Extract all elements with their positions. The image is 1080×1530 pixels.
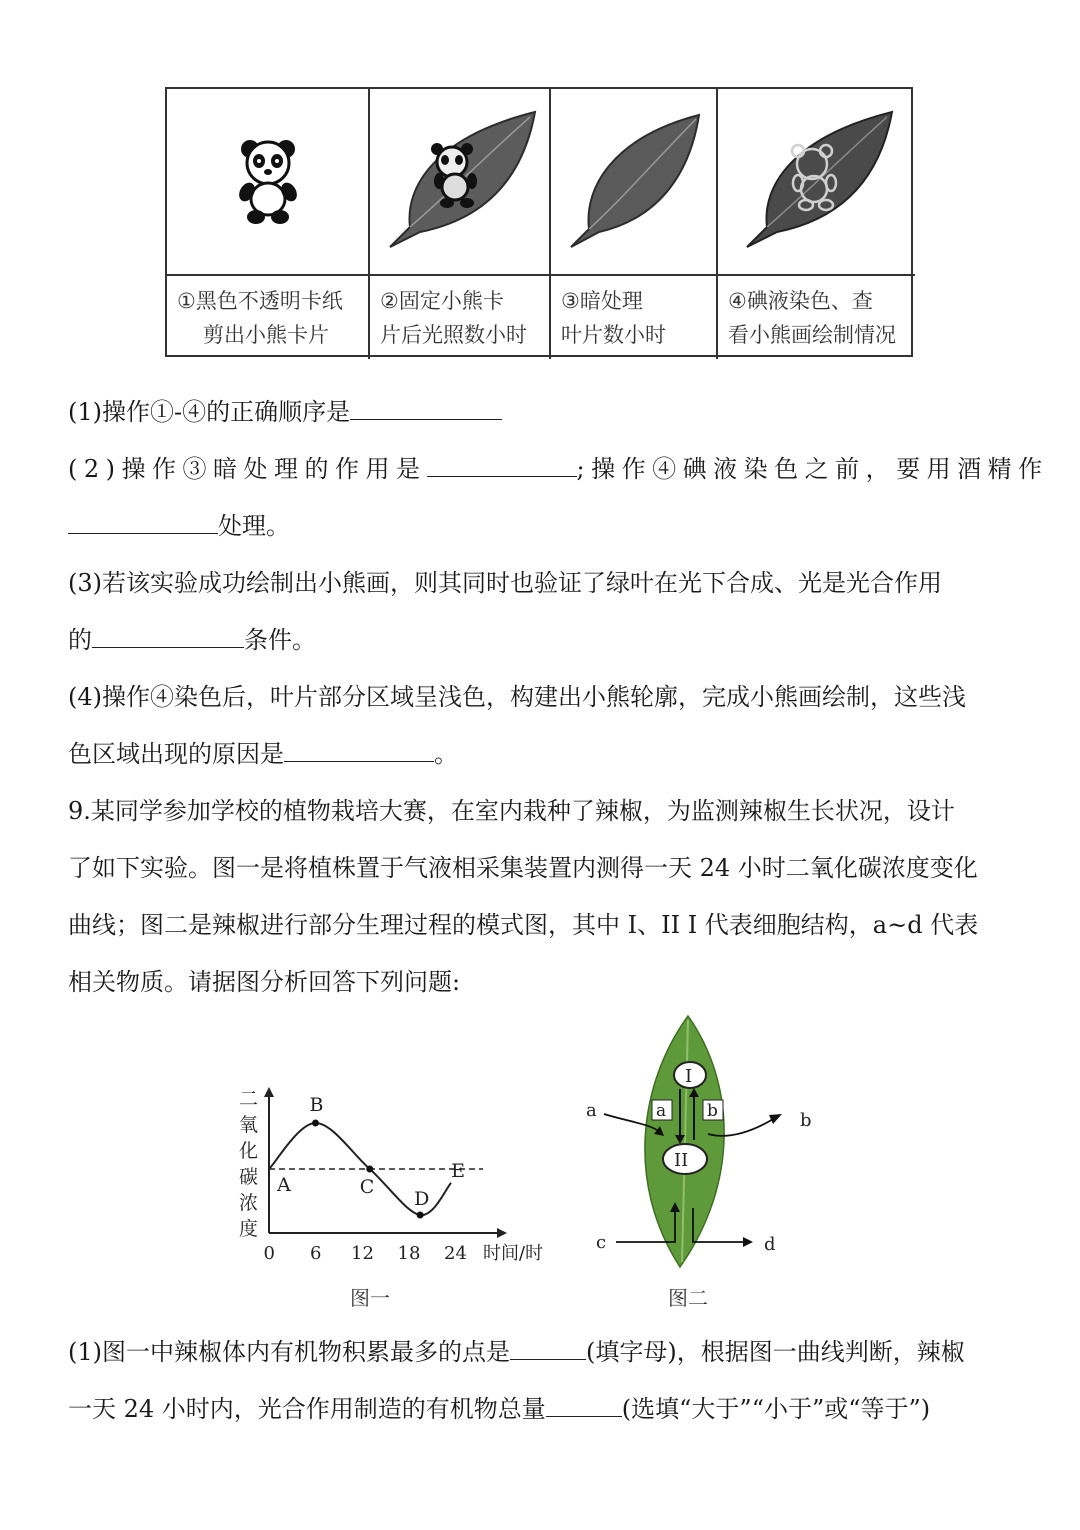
point-label-C: C [359,1176,375,1198]
q9-line4: 相关物质。请据图分析回答下列问题: [68,968,461,996]
x-tick-label: 6 [310,1243,322,1264]
answer-blank [510,1358,586,1360]
q8-part3-cont: 的 条件。 [68,626,316,654]
point-label-A: A [277,1174,291,1196]
q8-part2-cont: 处理。 [68,506,290,541]
label-a-outer: a [586,1100,597,1121]
q8-part1: (1)操作①-④的正确顺序是 [68,392,502,427]
iodine-leaf-image [718,89,915,276]
y-label-char: 度 [239,1218,259,1240]
y-label-char: 碳 [239,1166,259,1188]
label-a-inner: a [656,1101,667,1121]
arrow-d-icon [743,1237,753,1247]
x-tick-label: 24 [444,1243,467,1264]
label-b-outer: b [800,1110,812,1131]
y-label-char: 二 [239,1088,259,1110]
q9-sub1: (1)图一中辣椒体内有机物积累最多的点是 (填字母)，根据图一曲线判断，辣椒 [68,1338,965,1366]
figure-1-caption: 图一 [350,1286,390,1310]
q8-part4-cont: 色区域出现的原因是 。 [68,740,458,768]
point-D [417,1212,424,1219]
panda-icon [228,137,308,227]
y-label-char: 浓 [239,1192,259,1214]
arrow-out-icon [769,1114,782,1124]
point-B [312,1120,319,1127]
q8-part4: (4)操作④染色后，叶片部分区域呈浅色，构建出小熊轮廓，完成小熊画绘制，这些浅 [68,683,966,711]
x-axis-label: 时间/时 [483,1243,544,1264]
x-tick-label: 18 [397,1243,421,1264]
x-tick-label: 12 [351,1243,374,1264]
point-label-D: D [414,1188,430,1210]
experiment-table [165,87,913,357]
point-C [366,1166,373,1173]
answer-blank [350,418,502,420]
x-axis-arrow-icon [497,1228,507,1238]
leaf-with-card-image [370,89,551,276]
dark-leaf-image [551,89,718,276]
q9-line1: 9.某同学参加学校的植物栽培大赛，在室内栽种了辣椒，为监测辣椒生长状况，设计 [68,797,955,825]
x-tick-label: 0 [263,1243,275,1264]
point-label-B: B [309,1094,324,1116]
y-label-char: 氧 [239,1114,259,1136]
y-axis-arrow-icon [264,1087,274,1097]
figure-2-diagram [580,1012,820,1270]
q9-line2: 了如下实验。图一是将植株置于气液相采集装置内测得一天 24 小时二氧化碳浓度变化 [68,854,978,882]
q9-sub2: 一天 24 小时内，光合作用制造的有机物总量 (选填“大于”“小于”或“等于”) [68,1395,931,1423]
label-b-inner: b [707,1101,718,1121]
svg-text:II: II [674,1150,689,1171]
figure-2-caption: 图二 [668,1286,708,1310]
label-c: c [596,1232,607,1253]
point-label-E: E [451,1159,465,1182]
caption-step-3: ③暗处理 叶片数小时 [551,276,718,359]
q8-part2: (2)操作③暗处理的作用是 ;操作④碘液染色之前，要用酒精作 [68,455,1049,483]
answer-blank [284,760,434,762]
answer-blank [427,475,577,477]
y-label-char: 化 [239,1140,259,1162]
q9-line3: 曲线；图二是辣椒进行部分生理过程的模式图，其中 I、II I 代表细胞结构，a~d 代表 [68,911,979,939]
svg-text:I: I [685,1066,693,1087]
figure-1-chart [225,1085,565,1270]
caption-step-1: ①黑色不透明卡纸 剪出小熊卡片 [167,276,370,359]
caption-step-2: ②固定小熊卡 片后光照数小时 [370,276,551,359]
panda-card-image [167,89,370,276]
caption-step-4: ④碘液染色、查 看小熊画绘制情况 [728,289,896,347]
answer-blank [68,532,218,534]
label-d: d [764,1234,776,1255]
answer-blank [92,646,244,648]
answer-blank [546,1415,622,1417]
q8-part3: (3)若该实验成功绘制出小熊画，则其同时也验证了绿叶在光下合成、光是光合作用 [68,569,942,597]
